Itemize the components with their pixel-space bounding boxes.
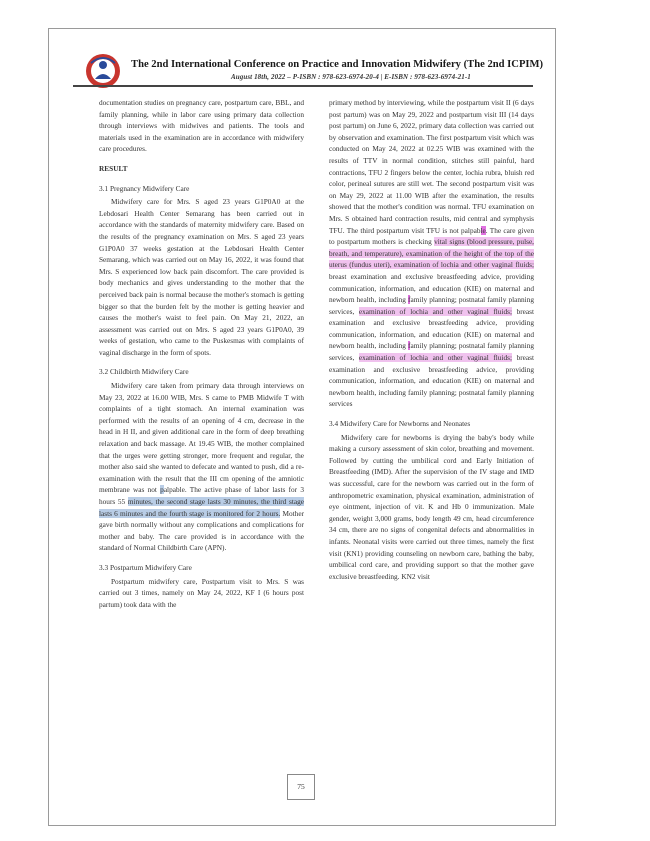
text-run: . The care given to postpartum mothers is checking	[329, 225, 534, 247]
text-run: breast examination and exclusive breastfeeding advice, providing communication, information, and education (KIE) on maternal and newborn health, including	[329, 271, 534, 305]
text-run: Midwifery care taken from primary data through interviews on May 23, 2022 at 16.00 WIB, Mrs. S came to PMB Midwife T with complaints of a tight stomach. An internal examination was performed with the results of an opening of 4 cm, decrease in the head in H II, and given additional care in the form of deep breathing relaxation and back massage. At 19.45 WIB, the mother complained that the urges were getting stronger, more frequent and regular, the mother also said she wanted to defecate and wanted to push, did a re-examination with the result that the III cm opening of the amniotic membrane was not	[99, 381, 304, 495]
right-column	[329, 97, 534, 582]
page-number: 75	[287, 774, 315, 800]
section-3-2-text	[99, 380, 304, 554]
text-run: Mother gave birth normally without any complications and complications for mother and baby. The care provided is in accordance with the standard of Normal Childbirth Care (APN).	[99, 508, 304, 553]
highlight-magenta: f	[408, 295, 411, 305]
postpartum-continued-text	[329, 97, 534, 410]
section-3-2-heading: 3.2 Childbirth Midwifery Care	[99, 367, 189, 377]
highlight-magenta: le	[480, 225, 486, 235]
highlight-pink: vital signs (blood pressure, pulse, breath, and temperature), examination of the height of the top of the uterus (fundus uteri), examination of lochia and other vaginal fluids;	[329, 237, 535, 270]
text-run: primary method by interviewing, while the postpartum visit II (6 days post partum) was on May 29, 2022 and postpartum visit III (14 days post partum) on June 6, 2022, primary data collection was carried out by observation and examination. The first postpartum visit which was conducted on May 24, 2022 at 02.25 WIB was examined with the results of TTV in normal condition, stitches still painful, hard contractions, TFU 2 fingers below the center, lochia rubra, bluish red color, perineal sutures are still wet. The second postpartum visit was on May 29, 2022 at 11.00 WIB after the examination, the results showed that the mother's condition was normal. TFU examination on Mrs. S obtained hard contraction results, mid central and symphysis TFU. The third postpartum visit TFU is not palpab	[329, 98, 534, 235]
text-run: breast examination and exclusive breastfeeding advice, providing communication, information, and education (KIE) on maternal and newborn health, including	[329, 306, 534, 351]
text-run: alpable. The active phase of labor lasts for 3 hours 55	[99, 485, 304, 506]
text-run: breast examination and exclusive breastfeeding advice, providing communication, information, and education (KIE) on maternal and newborn health, including family planning; postnatal family planning services	[329, 353, 534, 409]
section-3-3-heading: 3.3 Postpartum Midwifery Care	[99, 562, 192, 572]
section-3-4-text: Midwifery care for newborns is drying the baby's body while making a cursory assessment of skin color, breathing and movement. Followed by cutting the umbilical cord and Early Initiation of Breastfeeding (IMD). After the supervision of the IV stage and IMD was successful, care for the newborn was carried out in the form of anthropometric examination, physical examination, administration of eye ointment, injection of vit. K and Hb 0 immunization. Male gender, weight 3,000 grams, body length 49 cm, head circumference 34 cm, there are no signs of congenital defects and abnormalities in infants. Neonatal visits were carried out three times, namely the first visit (KN1) providing counseling on newborn care, bathing the baby, umbilical cord care, and providing support so that the mother gave exclusive breastfeeding. KN2 visit	[329, 432, 534, 581]
section-3-1-text: Midwifery care for Mrs. S aged 23 years G1P0A0 at the Lebdosari Health Center Semarang has been carried out in accordance with the standards of maternity midwifery care. Based on the results of the pregnancy examination on Mrs. S aged 23 years G1P0A0 37 weeks gestation at the Lebdosari Health Center Semarang, which was carried out on May 16, 2022, it was found that Mrs. S experienced low back pain discomfort. The care provided is body mechanics and gives understanding to the mother that the perceived back pain is normal because the mother's stomach is getting bigger so that the burden felt by the mother is getting heavier and causes the mother's waist to feel pain. On May 21, 2022, an assessment was carried out on Mrs. S aged 23 years G1P0A0, 39 weeks of gestation, who came to the Puskesmas with complaints of vaginal discharge in the form of spots.	[99, 197, 304, 357]
intro-paragraph: documentation studies on pregnancy care, postpartum care, BBL, and family planning, while in labor care using primary data collection through interviews with midwives and patients. The tools and materials used in the examination are in accordance with midwifery care procedures.	[99, 98, 304, 154]
highlight-pink: examination of lochia and other vaginal fluids;	[358, 353, 512, 363]
conference-title: The 2nd International Conference on Practice and Innovation Midwifery (The 2nd ICPIM)	[131, 59, 544, 70]
header-rule	[73, 85, 533, 87]
result-heading: RESULT	[99, 163, 128, 173]
left-column	[99, 97, 304, 610]
highlight-pink: examination of lochia and other vaginal fluids;	[358, 306, 512, 316]
highlight-blue: minutes, the second stage lasts 30 minutes, the third stage lasts 6 minutes and the fourth stage is monitored for 2 hours.	[99, 497, 304, 518]
text-run: amily planning; postnatal family planning services,	[329, 295, 534, 316]
text-run: amily planning; postnatal family planning services,	[329, 341, 534, 363]
highlight-magenta: f	[408, 341, 411, 351]
conference-header	[49, 29, 555, 93]
section-3-1-heading: 3.1 Pregnancy Midwifery Care	[99, 183, 190, 193]
highlight-blue: p	[160, 485, 164, 495]
section-3-4-heading: 3.4 Midwifery Care for Newborns and Neonates	[329, 419, 471, 429]
conference-subtitle: August 18th, 2022 – P-ISBN : 978-623-6974-20-4 | E-ISBN : 978-623-6974-21-1	[231, 73, 471, 81]
section-3-3-text: Postpartum midwifery care, Postpartum visit to Mrs. S was carried out 3 times, namely on May 24, 2022, KF I (6 hours post partum) took data with the	[99, 576, 304, 609]
paper-page	[48, 28, 556, 826]
